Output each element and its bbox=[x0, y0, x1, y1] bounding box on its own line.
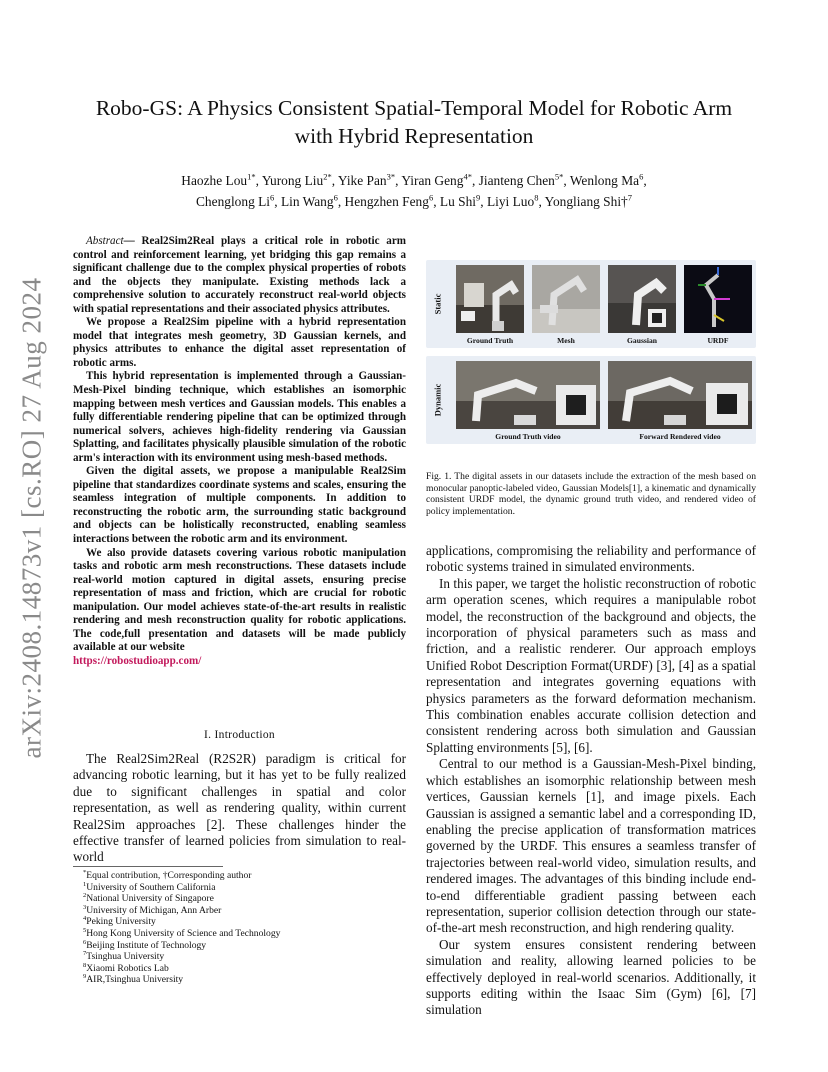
footnote: $^7$Tsinghua University bbox=[83, 949, 165, 963]
footnote: $^3$University of Michigan, Ann Arber bbox=[83, 903, 222, 916]
label-urdf: URDF bbox=[707, 336, 729, 345]
abstract-paragraph: We propose a Real2Sim pipeline with a hybrid representation model that integrates mesh geometry, 3D Gaussian kernels, and physics attributes to enhance the digital asset representation of robotic arms. bbox=[73, 316, 406, 369]
body-paragraph: In this paper, we target the holistic reconstruction of robotic arm operation scenes, which requires a manipulable robot model, the reconstruction of the background and objects, the incorporation of physical parameters such as mass and friction, and a realistic renderer. Our approach employs Unified Robot Description Format(URDF) [3], [4] as a spatial representation and integrates governing equations with physics parameters as the forward deformation mechanism. This combination enables accurate collision detection and consistent rendering across both simulation and Gaussian Splatting environments [5], [6]. bbox=[426, 575, 756, 755]
arxiv-side-stamp bbox=[12, 268, 52, 768]
author: Jianteng Chen$^{5*}$ bbox=[478, 171, 564, 188]
author: Lu Shi$^9$ bbox=[439, 192, 481, 209]
label-forward-rendered-video: Forward Rendered video bbox=[639, 432, 721, 441]
abstract-paragraph: Abstract— Real2Sim2Real plays a critical role in robotic arm control and reinforcement learning, yet bridging this gap remains a significant challenge due to the complex physical properties of robots and the objects they manipulate. Existing methods lack a comprehensive solution to accurately reconstruct real-world objects with spatial representations and their associated physics attributes. bbox=[73, 235, 406, 315]
title-line-1: Robo-GS: A Physics Consistent Spatial-Temporal Model for Robotic Arm bbox=[95, 96, 733, 120]
footnote: $^6$Beijing Institute of Technology bbox=[83, 938, 207, 951]
abstract-label: Abstract bbox=[86, 235, 124, 247]
abstract-paragraph: Given the digital assets, we propose a manipulable Real2Sim pipeline that standardizes coordinate systems and scales, ensuring the seamless integration of multiple components. In addition to reconstructing the robotic arm, the surrounding static background and objects can be holistically reconstructed, enabling seamless interactions between the robotic arm and its environment. bbox=[73, 465, 406, 546]
authors-line-1: Haozhe Lou$^{1*}$, Yurong Liu$^{2*}$, Yike Pan$^{3*}$, Yiran Geng$^{4*}$, Jianteng Chen$^{5*}$, Wenlong Ma$^6$, bbox=[181, 171, 647, 188]
author-list bbox=[60, 170, 768, 212]
section-heading: I. Introduction bbox=[204, 729, 275, 741]
author: Wenlong Ma$^6$ bbox=[569, 171, 644, 188]
abstract-paragraph: This hybrid representation is implemented through a Gaussian-Mesh-Pixel binding technique, which establishes an isomorphic mapping between mesh vertices and Gaussian models. This enables a fully differentiable rendering pipeline that can be optimized through numerical solvers, achieves high-fidelity rendering via Gaussian Splatting, and facilitates physically plausible simulation of the robotic arm's interaction with its environment using mesh-based methods. bbox=[73, 370, 406, 464]
intro-paragraph: The Real2Sim2Real (R2S2R) paradigm is critical for advancing robotic learning, but it has yet to be fully realized due to significant challenges in spatial and color representation, as well as rendering quality, within current Real2Sim approaches [2]. These challenges hinder the effective transfer of learned policies from simulation to real-world bbox=[73, 751, 406, 865]
urdf-image bbox=[684, 265, 752, 333]
footnote: $^8$Xiaomi Robotics Lab bbox=[83, 961, 169, 974]
author: Hengzhen Feng$^6$ bbox=[344, 192, 434, 209]
footnote: $^4$Peking University bbox=[83, 915, 156, 928]
body-paragraph: Central to our method is a Gaussian-Mesh-Pixel binding, which establishes an isomorphic relationship between mesh vertices, Gaussian kernels [1], and image pixels. Each Gaussian is assigned a semantic label and a corresponding ID, enabling the precise application of transformation matrices governed by the URDF. This ensures a seamless transfer of trajectories between real-world video, simulation results, and rendered images. The advantages of this binding include end-to-end differentiable gradient passing between each representation, superior collision detection through our state-of-the-art mesh reconstruction, and high rendering quality. bbox=[426, 756, 756, 936]
arxiv-identifier: arXiv:2408.14873v1 [cs.RO] 27 Aug 2024 bbox=[16, 277, 47, 759]
footnote: $^1$University of Southern California bbox=[83, 880, 216, 893]
author: Yongliang Shi†$^7$ bbox=[544, 192, 632, 209]
ground-truth-video-image bbox=[456, 361, 600, 429]
abstract bbox=[73, 235, 406, 669]
label-gaussian: Gaussian bbox=[627, 336, 657, 345]
project-website-link[interactable]: https://robostudioapp.com/ bbox=[73, 654, 202, 667]
author: Yurong Liu$^{2*}$ bbox=[261, 171, 332, 188]
author: Chenglong Li$^6$ bbox=[196, 192, 275, 209]
author: Lin Wang$^6$ bbox=[280, 192, 338, 209]
author: Yiran Geng$^{4*}$ bbox=[401, 171, 472, 188]
author: Yike Pan$^{3*}$ bbox=[337, 171, 396, 188]
ground-truth-image bbox=[456, 265, 524, 333]
authors-line-2: Chenglong Li$^6$, Lin Wang$^6$, Hengzhen Feng$^6$, Lu Shi$^9$, Liyi Luo$^8$, Yongliang Shi†$^7$ bbox=[196, 192, 632, 209]
affiliations-footnotes bbox=[83, 870, 413, 986]
mesh-image bbox=[532, 265, 600, 333]
footnote: $^5$Hong Kong University of Science and Technology bbox=[83, 926, 281, 939]
label-ground-truth: Ground Truth bbox=[466, 336, 514, 345]
static-row-label: Static bbox=[432, 293, 442, 315]
footnote-divider bbox=[73, 866, 223, 867]
introduction-text bbox=[73, 751, 406, 866]
figure-caption: Fig. 1. The digital assets in our datasets include the extraction of the mesh based on monocular panoptic-labeled video, Gaussian Models[1], a kinematic and dynamically consistent URDF model, the dynamic ground truth video, and rendered video of policy implementation. bbox=[426, 471, 756, 518]
paper-title bbox=[60, 94, 768, 150]
label-ground-truth-video: Ground Truth video bbox=[495, 432, 561, 441]
abstract-paragraph: We also provide datasets covering various robotic manipulation tasks and robotic arm mesh reconstructions. These datasets include real-world motion captured in digital assets, ensuring precise representation of mass and friction, which are crucial for robotic manipulation. Our model achieves state-of-the-art results in realistic rendering and mesh reconstruction quality for robotic applications. The code,full presentation and datasets will be made publicly available at our website https://robostudioapp.com/ bbox=[73, 546, 406, 667]
right-column-text bbox=[426, 543, 756, 1019]
title-line-2: with Hybrid Representation bbox=[294, 124, 534, 148]
author: Liyi Luo$^8$ bbox=[486, 192, 539, 209]
gaussian-image bbox=[608, 265, 676, 333]
label-mesh: Mesh bbox=[557, 336, 575, 345]
figure-1 bbox=[426, 260, 756, 444]
author: Haozhe Lou$^{1*}$ bbox=[181, 171, 256, 188]
footnote: $^2$National University of Singapore bbox=[83, 892, 214, 905]
body-paragraph: applications, compromising the reliability and performance of robotic systems trained in simulated environments. bbox=[426, 543, 756, 575]
body-paragraph: Our system ensures consistent rendering between simulation and reality, allowing learned policies to be effectively deployed in real-world scenarios. Additionally, it supports editing within the Isaac Sim (Gym) [6], [7] simulation bbox=[426, 936, 756, 1018]
footnote: $^9$AIR,Tsinghua University bbox=[83, 973, 184, 986]
dynamic-row-label: Dynamic bbox=[432, 383, 442, 417]
footnote: *Equal contribution, †Corresponding author bbox=[83, 868, 252, 881]
forward-rendered-video-image bbox=[608, 361, 752, 429]
